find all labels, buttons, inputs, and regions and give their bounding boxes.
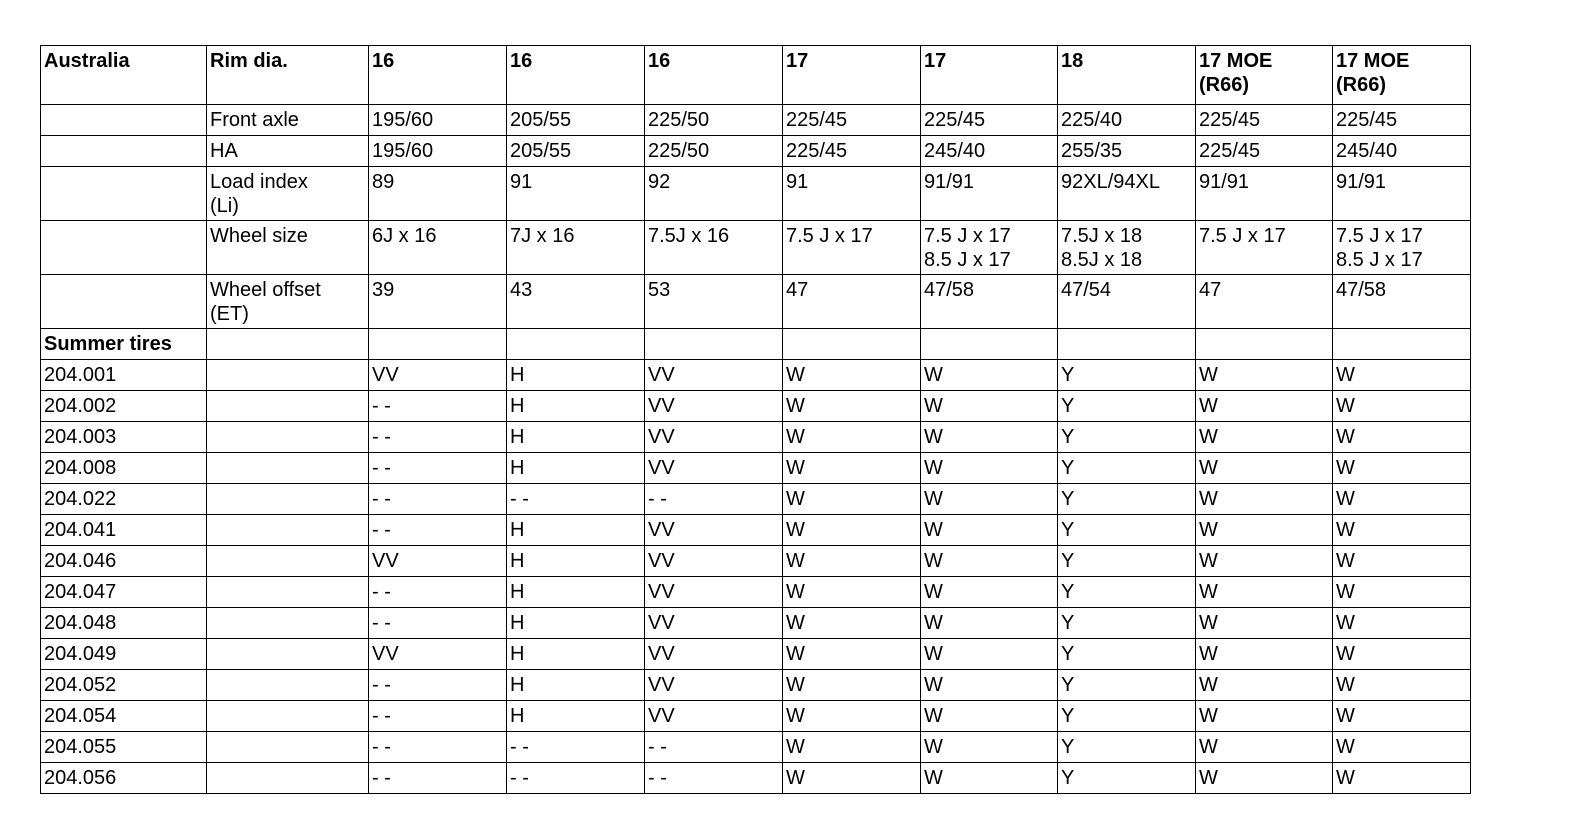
spec-cell: 205/55 [507,105,645,136]
spec-cell: 225/45 [1196,105,1333,136]
speed-rating-cell: - - [507,484,645,515]
model-code: 204.002 [41,391,207,422]
speed-rating-cell: - - [369,701,507,732]
tire-table [40,45,1471,794]
table-row [41,515,1471,546]
speed-rating-cell: W [1333,763,1471,794]
speed-rating-cell: W [1333,701,1471,732]
speed-rating-cell: W [783,453,921,484]
speed-rating-cell: W [1333,360,1471,391]
empty-cell [921,329,1058,360]
speed-rating-cell: Y [1058,701,1196,732]
speed-rating-cell: W [783,670,921,701]
speed-rating-cell: W [921,577,1058,608]
spec-cell: 47 [1196,275,1333,329]
table-row [41,422,1471,453]
empty-cell [207,670,369,701]
model-code: 204.055 [41,732,207,763]
empty-cell [207,608,369,639]
empty-cell [1058,329,1196,360]
speed-rating-cell: W [783,577,921,608]
spec-label: Wheel size [207,221,369,275]
speed-rating-cell: VV [645,608,783,639]
table-row [41,732,1471,763]
speed-rating-cell: W [1196,701,1333,732]
spec-cell: 7.5 J x 17 8.5 J x 17 [1333,221,1471,275]
empty-cell [645,329,783,360]
spec-label: Front axle [207,105,369,136]
speed-rating-cell: VV [645,360,783,391]
speed-rating-cell: W [1196,360,1333,391]
model-code: 204.008 [41,453,207,484]
spec-cell: 245/40 [921,136,1058,167]
speed-rating-cell: W [921,608,1058,639]
speed-rating-cell: Y [1058,453,1196,484]
spec-cell: 7.5J x 18 8.5J x 18 [1058,221,1196,275]
empty-cell [207,763,369,794]
spec-label: Load index (Li) [207,167,369,221]
speed-rating-cell: Y [1058,515,1196,546]
empty-cell [1333,329,1471,360]
speed-rating-cell: Y [1058,484,1196,515]
speed-rating-cell: VV [645,577,783,608]
speed-rating-cell: W [1196,484,1333,515]
table-row [41,391,1471,422]
speed-rating-cell: VV [645,391,783,422]
speed-rating-cell: - - [369,515,507,546]
speed-rating-cell: - - [645,763,783,794]
speed-rating-cell: - - [507,732,645,763]
spec-cell: 7.5 J x 17 [1196,221,1333,275]
speed-rating-cell: W [1196,670,1333,701]
header-cell: 16 [645,46,783,105]
speed-rating-cell: W [921,732,1058,763]
speed-rating-cell: W [921,453,1058,484]
model-code: 204.056 [41,763,207,794]
speed-rating-cell: W [783,732,921,763]
empty-cell [1196,329,1333,360]
spec-cell: 255/35 [1058,136,1196,167]
speed-rating-cell: W [783,391,921,422]
empty-cell [41,221,207,275]
header-cell: 17 [921,46,1058,105]
spec-cell: 7.5 J x 17 [783,221,921,275]
speed-rating-cell: W [1333,608,1471,639]
model-code: 204.003 [41,422,207,453]
speed-rating-cell: H [507,515,645,546]
empty-cell [207,391,369,422]
empty-cell [783,329,921,360]
empty-cell [369,329,507,360]
speed-rating-cell: W [921,391,1058,422]
speed-rating-cell: W [1196,453,1333,484]
speed-rating-cell: - - [369,391,507,422]
speed-rating-cell: W [1333,670,1471,701]
table-row [41,484,1471,515]
speed-rating-cell: H [507,360,645,391]
spec-cell: 47/58 [921,275,1058,329]
speed-rating-cell: - - [507,763,645,794]
spec-row [41,221,1471,275]
speed-rating-cell: W [921,360,1058,391]
spec-cell: 47 [783,275,921,329]
table-row [41,608,1471,639]
empty-cell [207,329,369,360]
speed-rating-cell: VV [645,546,783,577]
speed-rating-cell: Y [1058,639,1196,670]
spec-label: Wheel offset (ET) [207,275,369,329]
empty-cell [41,167,207,221]
speed-rating-cell: W [921,670,1058,701]
speed-rating-cell: W [783,701,921,732]
speed-rating-cell: W [783,608,921,639]
spec-label: HA [207,136,369,167]
empty-cell [41,275,207,329]
spec-cell: 205/55 [507,136,645,167]
spec-cell: 195/60 [369,105,507,136]
header-cell: 17 MOE (R66) [1196,46,1333,105]
speed-rating-cell: H [507,608,645,639]
speed-rating-cell: W [783,763,921,794]
spec-cell: 91 [507,167,645,221]
speed-rating-cell: W [1333,515,1471,546]
speed-rating-cell: W [1333,422,1471,453]
speed-rating-cell: Y [1058,422,1196,453]
speed-rating-cell: W [783,639,921,670]
spec-row [41,136,1471,167]
empty-cell [507,329,645,360]
speed-rating-cell: VV [645,670,783,701]
speed-rating-cell: - - [369,484,507,515]
section-row [41,329,1471,360]
speed-rating-cell: W [1333,732,1471,763]
speed-rating-cell: Y [1058,360,1196,391]
speed-rating-cell: H [507,577,645,608]
speed-rating-cell: H [507,391,645,422]
speed-rating-cell: W [1196,608,1333,639]
speed-rating-cell: W [1196,515,1333,546]
spec-cell: 89 [369,167,507,221]
table-row [41,546,1471,577]
empty-cell [207,577,369,608]
model-code: 204.022 [41,484,207,515]
speed-rating-cell: W [1196,639,1333,670]
spec-cell: 92XL/94XL [1058,167,1196,221]
spec-cell: 225/45 [1333,105,1471,136]
speed-rating-cell: W [783,515,921,546]
speed-rating-cell: - - [369,608,507,639]
speed-rating-cell: W [921,484,1058,515]
spec-cell: 6J x 16 [369,221,507,275]
model-code: 204.041 [41,515,207,546]
header-cell: 17 [783,46,921,105]
empty-cell [41,105,207,136]
speed-rating-cell: W [783,360,921,391]
speed-rating-cell: Y [1058,608,1196,639]
speed-rating-cell: W [783,422,921,453]
speed-rating-cell: W [783,484,921,515]
speed-rating-cell: Y [1058,546,1196,577]
empty-cell [207,360,369,391]
speed-rating-cell: H [507,639,645,670]
empty-cell [207,732,369,763]
speed-rating-cell: VV [369,639,507,670]
speed-rating-cell: - - [645,484,783,515]
spec-cell: 7.5 J x 17 8.5 J x 17 [921,221,1058,275]
spec-cell: 91/91 [921,167,1058,221]
speed-rating-cell: - - [369,732,507,763]
empty-cell [207,546,369,577]
speed-rating-cell: W [1196,763,1333,794]
speed-rating-cell: W [783,546,921,577]
spec-cell: 47/58 [1333,275,1471,329]
speed-rating-cell: - - [369,453,507,484]
header-cell: Australia [41,46,207,105]
speed-rating-cell: VV [369,360,507,391]
spec-cell: 53 [645,275,783,329]
speed-rating-cell: H [507,546,645,577]
spec-cell: 91/91 [1196,167,1333,221]
model-code: 204.001 [41,360,207,391]
speed-rating-cell: W [1196,732,1333,763]
speed-rating-cell: VV [369,546,507,577]
spec-cell: 245/40 [1333,136,1471,167]
speed-rating-cell: VV [645,453,783,484]
speed-rating-cell: W [1333,639,1471,670]
table-row [41,763,1471,794]
spec-cell: 92 [645,167,783,221]
empty-cell [207,639,369,670]
speed-rating-cell: W [1196,422,1333,453]
spec-cell: 225/50 [645,105,783,136]
speed-rating-cell: - - [369,577,507,608]
spec-cell: 91 [783,167,921,221]
model-code: 204.054 [41,701,207,732]
speed-rating-cell: W [1196,577,1333,608]
speed-rating-cell: W [1333,391,1471,422]
speed-rating-cell: H [507,453,645,484]
speed-rating-cell: VV [645,515,783,546]
empty-cell [207,453,369,484]
spec-cell: 91/91 [1333,167,1471,221]
model-code: 204.052 [41,670,207,701]
spec-cell: 7J x 16 [507,221,645,275]
speed-rating-cell: H [507,422,645,453]
spec-cell: 39 [369,275,507,329]
speed-rating-cell: Y [1058,763,1196,794]
model-code: 204.049 [41,639,207,670]
spec-cell: 225/45 [921,105,1058,136]
header-cell: 16 [369,46,507,105]
table-row [41,577,1471,608]
header-cell: 17 MOE (R66) [1333,46,1471,105]
speed-rating-cell: W [921,763,1058,794]
speed-rating-cell: VV [645,701,783,732]
spec-cell: 225/50 [645,136,783,167]
spec-row [41,105,1471,136]
empty-cell [207,422,369,453]
model-rows [41,360,1471,794]
empty-cell [207,484,369,515]
speed-rating-cell: W [921,515,1058,546]
speed-rating-cell: H [507,701,645,732]
speed-rating-cell: - - [369,763,507,794]
speed-rating-cell: W [921,546,1058,577]
spec-cell: 43 [507,275,645,329]
spec-cell: 225/45 [783,105,921,136]
speed-rating-cell: W [1333,577,1471,608]
speed-rating-cell: W [1333,546,1471,577]
spec-cell: 225/45 [783,136,921,167]
model-code: 204.046 [41,546,207,577]
table-row [41,360,1471,391]
header-cell: Rim dia. [207,46,369,105]
spec-row [41,275,1471,329]
spec-cell: 195/60 [369,136,507,167]
spec-cell: 225/40 [1058,105,1196,136]
speed-rating-cell: Y [1058,391,1196,422]
model-code: 204.048 [41,608,207,639]
spec-row [41,167,1471,221]
empty-cell [207,701,369,732]
table-row [41,701,1471,732]
table-row [41,453,1471,484]
speed-rating-cell: W [1196,391,1333,422]
header-row [41,46,1471,105]
speed-rating-cell: Y [1058,670,1196,701]
table-row [41,670,1471,701]
speed-rating-cell: W [1333,484,1471,515]
speed-rating-cell: - - [369,422,507,453]
header-cell: 16 [507,46,645,105]
spec-cell: 225/45 [1196,136,1333,167]
speed-rating-cell: VV [645,639,783,670]
speed-rating-cell: W [921,422,1058,453]
speed-rating-cell: Y [1058,577,1196,608]
speed-rating-cell: H [507,670,645,701]
model-code: 204.047 [41,577,207,608]
header-cell: 18 [1058,46,1196,105]
speed-rating-cell: W [1333,453,1471,484]
section-title: Summer tires [41,329,207,360]
spec-cell: 47/54 [1058,275,1196,329]
speed-rating-cell: - - [645,732,783,763]
table-row [41,639,1471,670]
empty-cell [41,136,207,167]
empty-cell [207,515,369,546]
speed-rating-cell: Y [1058,732,1196,763]
speed-rating-cell: - - [369,670,507,701]
speed-rating-cell: W [921,639,1058,670]
spec-cell: 7.5J x 16 [645,221,783,275]
speed-rating-cell: W [921,701,1058,732]
speed-rating-cell: VV [645,422,783,453]
speed-rating-cell: W [1196,546,1333,577]
